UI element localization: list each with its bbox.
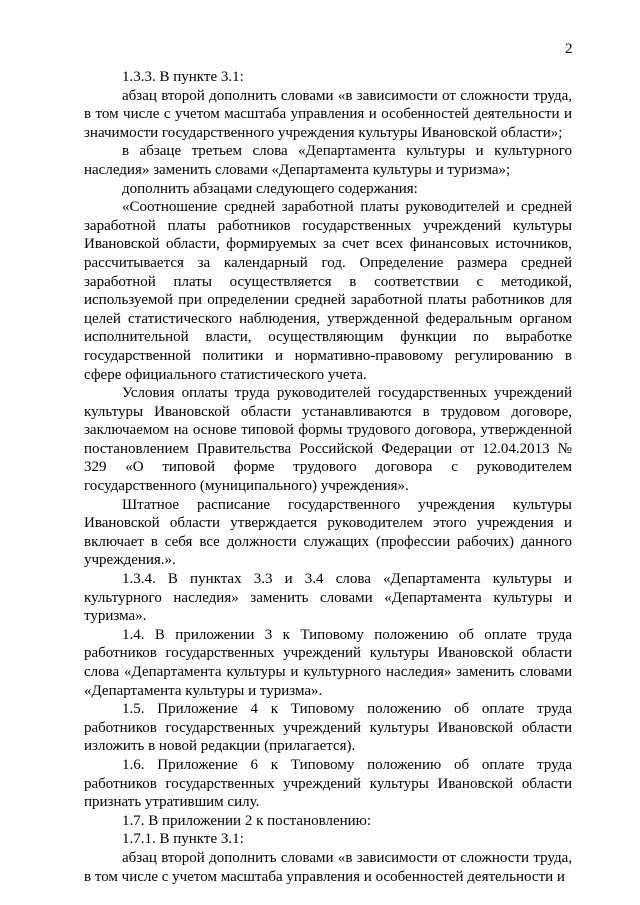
- page-number: 2: [565, 41, 573, 57]
- paragraph-1-3-4: 1.3.4. В пунктах 3.3 и 3.4 слова «Департамента культуры и культурного наследия» заменить словами «Департамента культуры и туризма».: [84, 571, 572, 625]
- paragraph-shtatnoe-raspisanie: Штатное расписание государственного учреждения культуры Ивановской области утверждается руководителем этого учреждения и включает в себя все должности служащих (профессии рабочих) данного учреждения.».: [84, 496, 572, 569]
- paragraph-abzac-vtoroy: абзац второй дополнить словами «в зависимости от сложности труда, в том числе с учетом масштаба управления и особенностей деятельности и значимости государственного учреждения культуры Ивановской области»;: [84, 87, 572, 141]
- paragraph-sootnoshenie: «Соотношение средней заработной платы руководителей и средней заработной платы работников государственных учреждений культуры Ивановской области, формируемых за счет всех финансовых источников, рассчитывается за календарный год. Определение размера средней заработной платы осуществляется в соответствии с методикой, используемой при определении средней заработной платы работников для целей статистического наблюдения, утвержденной федеральным органом исполнительной власти, осуществляющим функции по выработке государственной политики и нормативно-правовому регулированию в сфере официального статистического учета.: [84, 199, 572, 383]
- paragraph-1-5: 1.5. Приложение 4 к Типовому положению об оплате труда работников государственных учреждений культуры Ивановской области изложить в новой редакции (прилагается).: [84, 701, 572, 755]
- paragraph-1-7-1: 1.7.1. В пункте 3.1:: [122, 831, 244, 848]
- paragraph-1-7: 1.7. В приложении 2 к постановлению:: [122, 812, 372, 829]
- paragraph-1-3-3-heading: 1.3.3. В пункте 3.1:: [122, 69, 244, 85]
- document-body: [84, 68, 572, 886]
- paragraph-abzac-vtoroy-continued: абзац второй дополнить словами «в зависимости от сложности труда, в том числе с учетом масштаба управления и особенностей деятельности и: [84, 849, 572, 885]
- paragraph-dopolnit-abzacami: дополнить абзацами следующего содержания:: [122, 180, 418, 197]
- paragraph-1-6: 1.6. Приложение 6 к Типовому положению об оплате труда работников государственных учреждений культуры Ивановской области признать утратившим силу.: [84, 756, 572, 811]
- paragraph-1-4: 1.4. В приложении 3 к Типовому положению об оплате труда работников государственных учреждений культуры Ивановской области слова «Департамента культуры и культурного наследия» заменить словами «Департамента культуры и туризма».: [84, 626, 572, 699]
- paragraph-usloviya-oplaty: Условия оплаты труда руководителей государственных учреждений культуры Ивановской области устанавливаются в трудовом договоре, заключаемом на основе типовой формы трудового договора, утвержденной постановлением Правительства Российской Федерации от 12.04.2013 № 329 «О типовой форме трудового договора с руководителем государственного (муниципального) учреждения».: [84, 385, 572, 495]
- paragraph-abzac-tretiy: в абзаце третьем слова «Департамента культуры и культурного наследия» заменить словами «Департамента культуры и туризма»;: [84, 143, 572, 178]
